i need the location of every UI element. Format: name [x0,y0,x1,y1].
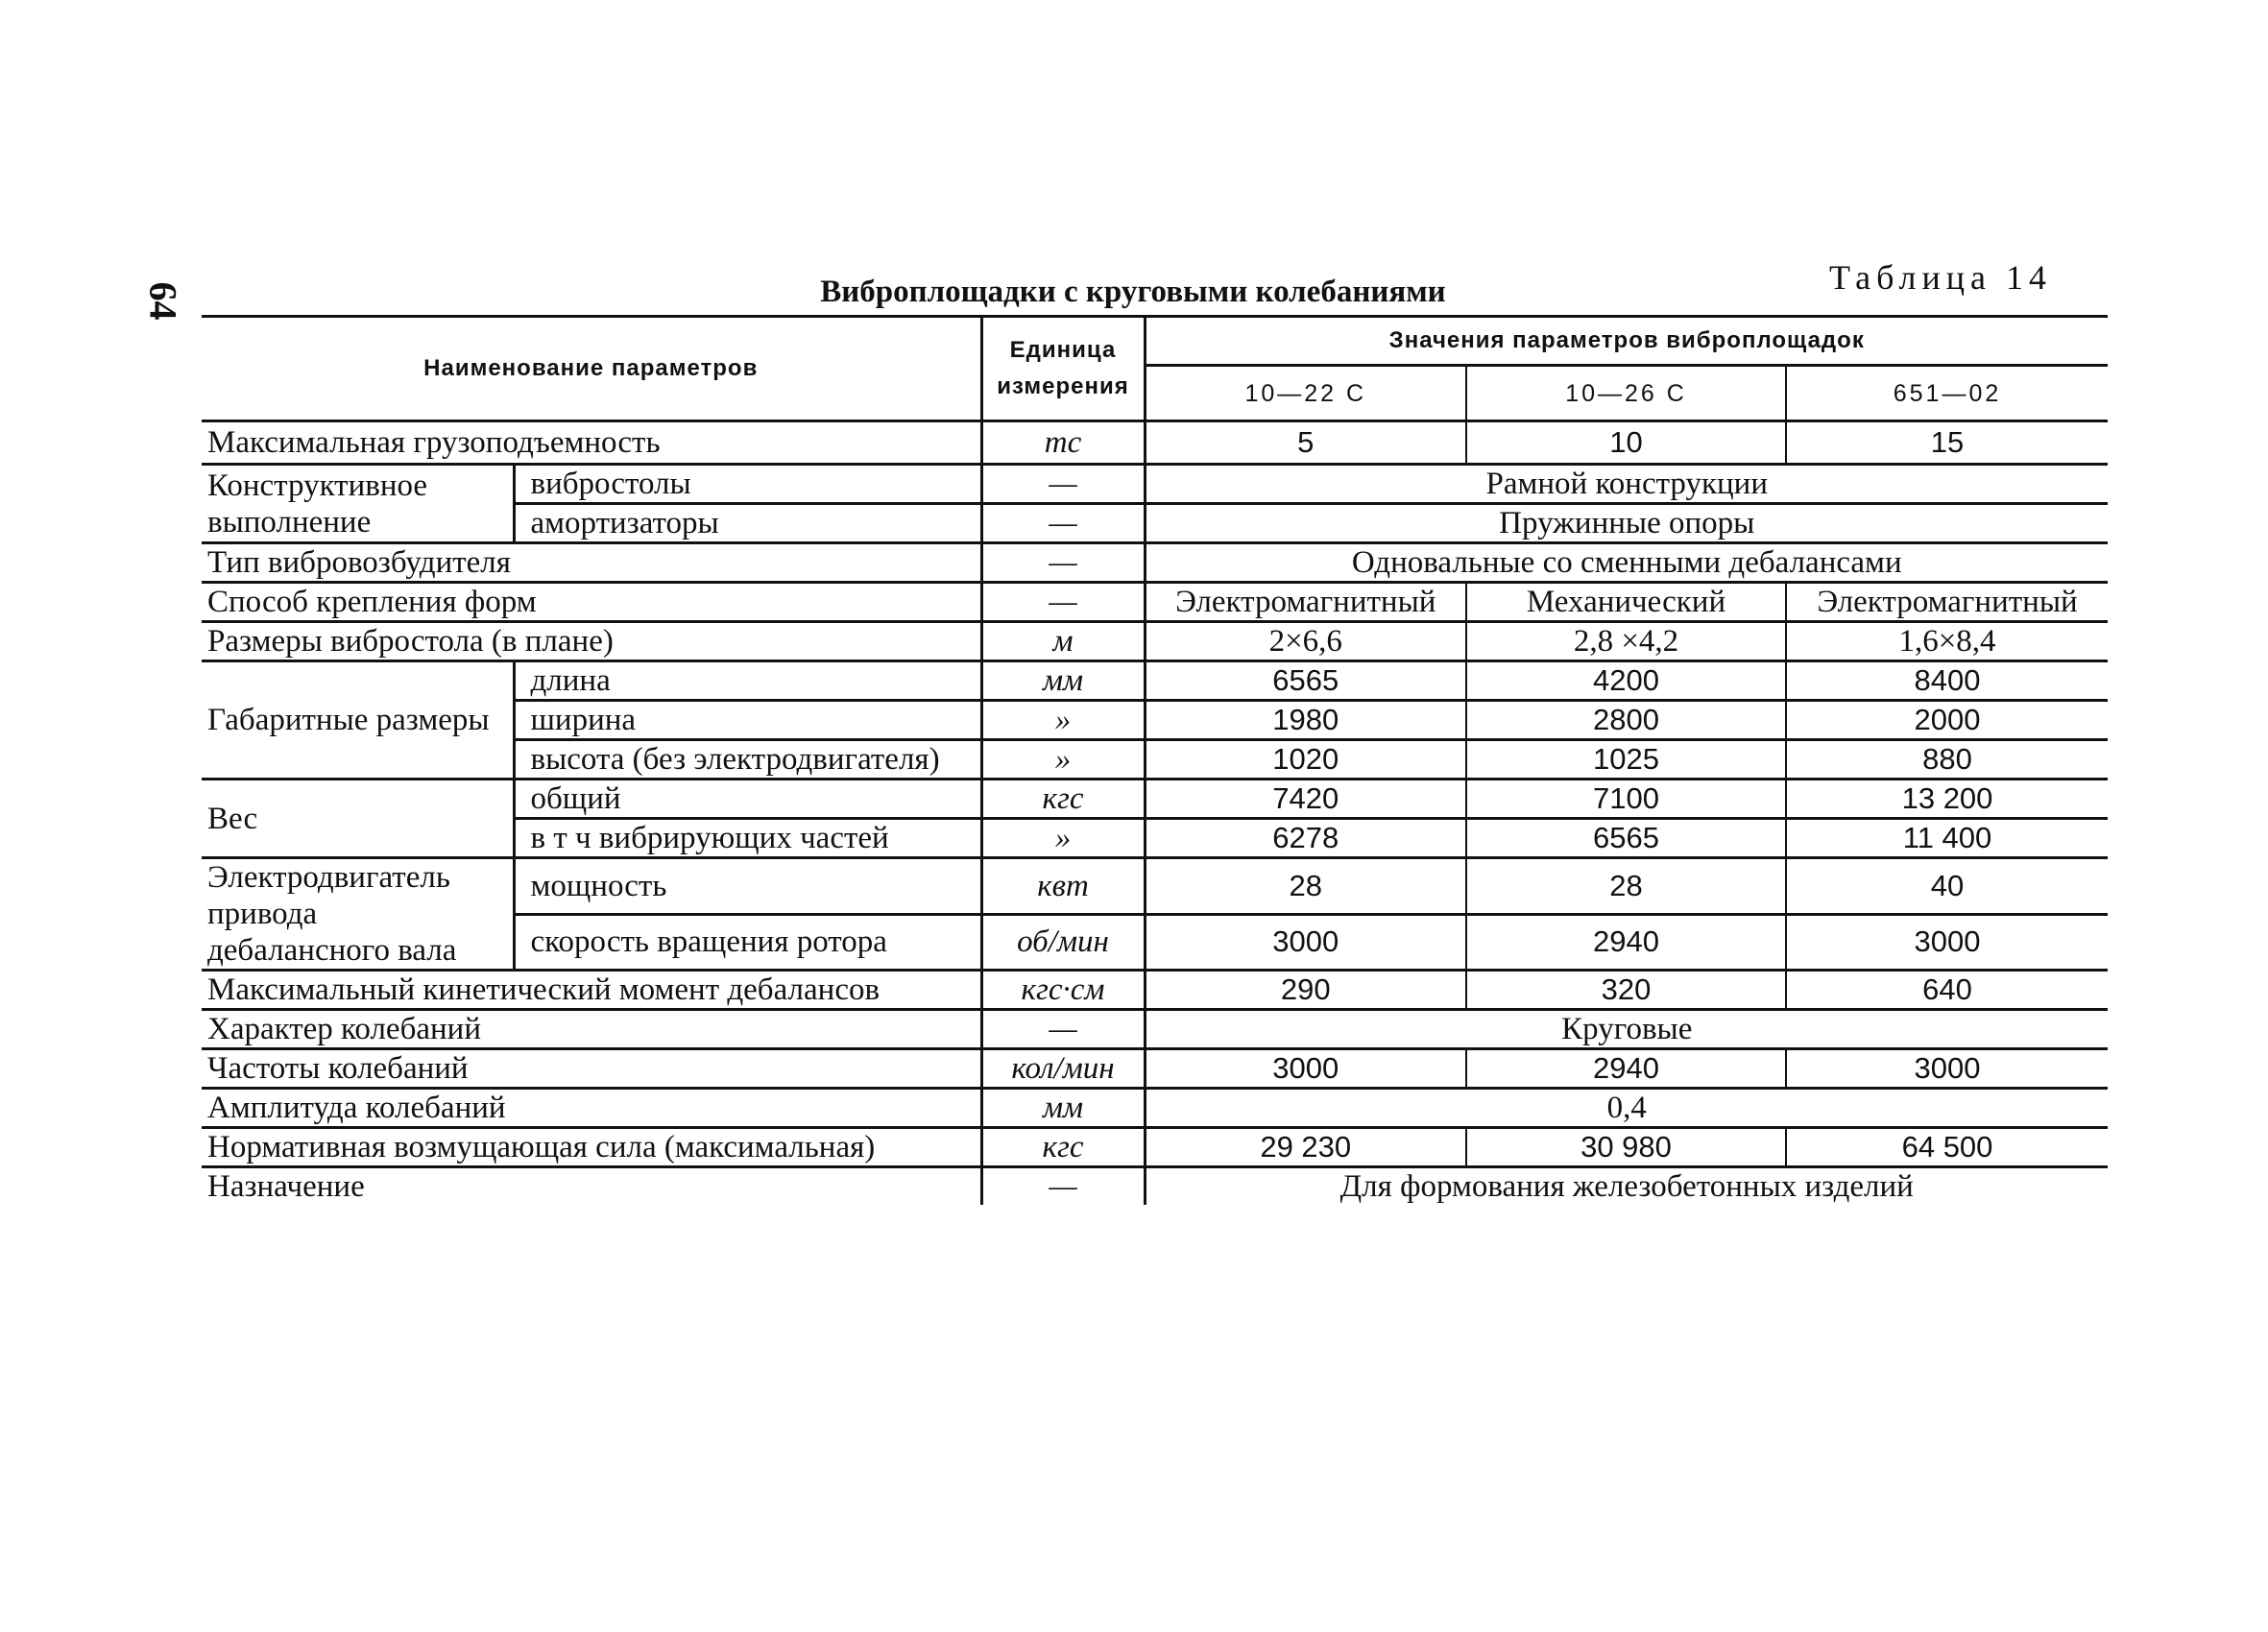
param-unit: м [981,622,1145,661]
param-unit: — [981,465,1145,504]
param-name: Электродвигатель привода дебалансного вала [202,858,514,971]
table-row [202,622,2108,661]
table-row [202,780,2108,819]
param-unit: об/мин [981,914,1145,971]
header-values-group: Значения параметров виброплощадок [1145,317,2108,366]
param-unit: » [981,819,1145,858]
table-row [202,661,2108,701]
param-value: 6565 [1466,819,1786,858]
param-unit: квт [981,858,1145,915]
param-subname: вибростолы [514,465,981,504]
param-value: 8400 [1786,661,2108,701]
param-name: Габаритные размеры [202,661,514,780]
param-unit: мм [981,1089,1145,1128]
param-subname: амортизаторы [514,504,981,543]
param-unit: — [981,583,1145,622]
param-value: 5 [1145,421,1466,465]
param-name: Размеры вибростола (в плане) [202,622,981,661]
param-value: 290 [1145,971,1466,1010]
param-unit: кгс [981,1128,1145,1167]
param-value: 10 [1466,421,1786,465]
param-name: Способ крепления форм [202,583,981,622]
param-value: 1025 [1466,740,1786,780]
param-value: 64 500 [1786,1128,2108,1167]
param-value: 2,8 ×4,2 [1466,622,1786,661]
param-value: Круговые [1145,1010,2108,1049]
page-number: 64 [141,281,185,321]
param-value: 13 200 [1786,780,2108,819]
param-unit: » [981,701,1145,740]
param-value: 6565 [1145,661,1466,701]
table-row [202,465,2108,504]
param-value: 29 230 [1145,1128,1466,1167]
param-unit: — [981,1010,1145,1049]
table-row [202,421,2108,465]
param-name: Амплитуда колебаний [202,1089,981,1128]
param-value: 6278 [1145,819,1466,858]
param-value: 7100 [1466,780,1786,819]
param-value: Для формования железобетонных изделий [1145,1167,2108,1206]
param-value: Электромагнитный [1145,583,1466,622]
table-row [202,1167,2108,1206]
param-name: Тип вибровозбудителя [202,543,981,583]
param-value: Рамной конструкции [1145,465,2108,504]
param-value: 3000 [1145,1049,1466,1089]
table-row [202,858,2108,915]
header-model: 10—22 С [1145,366,1466,421]
param-name: Характер колебаний [202,1010,981,1049]
header-unit: Единица измерения [981,317,1145,421]
table-caption: Таблица 14 [1829,258,2052,297]
param-value: 15 [1786,421,2108,465]
param-value: 2800 [1466,701,1786,740]
param-value: 7420 [1145,780,1466,819]
param-value: Пружинные опоры [1145,504,2108,543]
param-value: 1980 [1145,701,1466,740]
param-subname: общий [514,780,981,819]
table-row [202,1089,2108,1128]
param-name: Нормативная возмущающая сила (максимальная) [202,1128,981,1167]
param-value: 40 [1786,858,2108,915]
param-value: 3000 [1786,1049,2108,1089]
table-row [202,971,2108,1010]
param-unit: — [981,1167,1145,1206]
param-value: 1,6×8,4 [1786,622,2108,661]
param-value: 28 [1145,858,1466,915]
table-row [202,543,2108,583]
param-unit: — [981,504,1145,543]
table-row [202,583,2108,622]
table-row [202,1049,2108,1089]
param-value: 640 [1786,971,2108,1010]
param-unit: кгс [981,780,1145,819]
param-value: 30 980 [1466,1128,1786,1167]
header-model: 10—26 С [1466,366,1786,421]
param-unit: тс [981,421,1145,465]
header-row [202,317,2108,366]
param-unit: мм [981,661,1145,701]
param-value: 2000 [1786,701,2108,740]
param-unit: кгс·см [981,971,1145,1010]
param-value: 4200 [1466,661,1786,701]
param-value: Механический [1466,583,1786,622]
param-subname: скорость вращения ротора [514,914,981,971]
param-subname: мощность [514,858,981,915]
param-name: Максимальный кинетический момент дебалансов [202,971,981,1010]
param-name: Максимальная грузоподъемность [202,421,981,465]
parameters-table [202,315,2108,1205]
header-param-name: Наименование параметров [202,317,981,421]
param-subname: высота (без электродвигателя) [514,740,981,780]
param-unit: — [981,543,1145,583]
table-row [202,1010,2108,1049]
param-name: Частоты колебаний [202,1049,981,1089]
param-value: 11 400 [1786,819,2108,858]
param-value: 880 [1786,740,2108,780]
param-value: Электромагнитный [1786,583,2108,622]
param-subname: ширина [514,701,981,740]
param-name: Конструктивное выполнение [202,465,514,543]
param-value: 2940 [1466,914,1786,971]
table-title: Виброплощадки с круговыми колебаниями [820,275,1446,309]
param-value: 320 [1466,971,1786,1010]
param-subname: в т ч вибрирующих частей [514,819,981,858]
param-value: 3000 [1786,914,2108,971]
param-name: Назначение [202,1167,981,1206]
param-unit: » [981,740,1145,780]
param-value: 2940 [1466,1049,1786,1089]
param-value: 3000 [1145,914,1466,971]
header-model: 651—02 [1786,366,2108,421]
param-value: 0,4 [1145,1089,2108,1128]
param-value: Одновальные со сменными дебалансами [1145,543,2108,583]
param-value: 2×6,6 [1145,622,1466,661]
param-subname: длина [514,661,981,701]
param-value: 1020 [1145,740,1466,780]
param-value: 28 [1466,858,1786,915]
param-unit: кол/мин [981,1049,1145,1089]
param-name: Вес [202,780,514,858]
table-row [202,1128,2108,1167]
